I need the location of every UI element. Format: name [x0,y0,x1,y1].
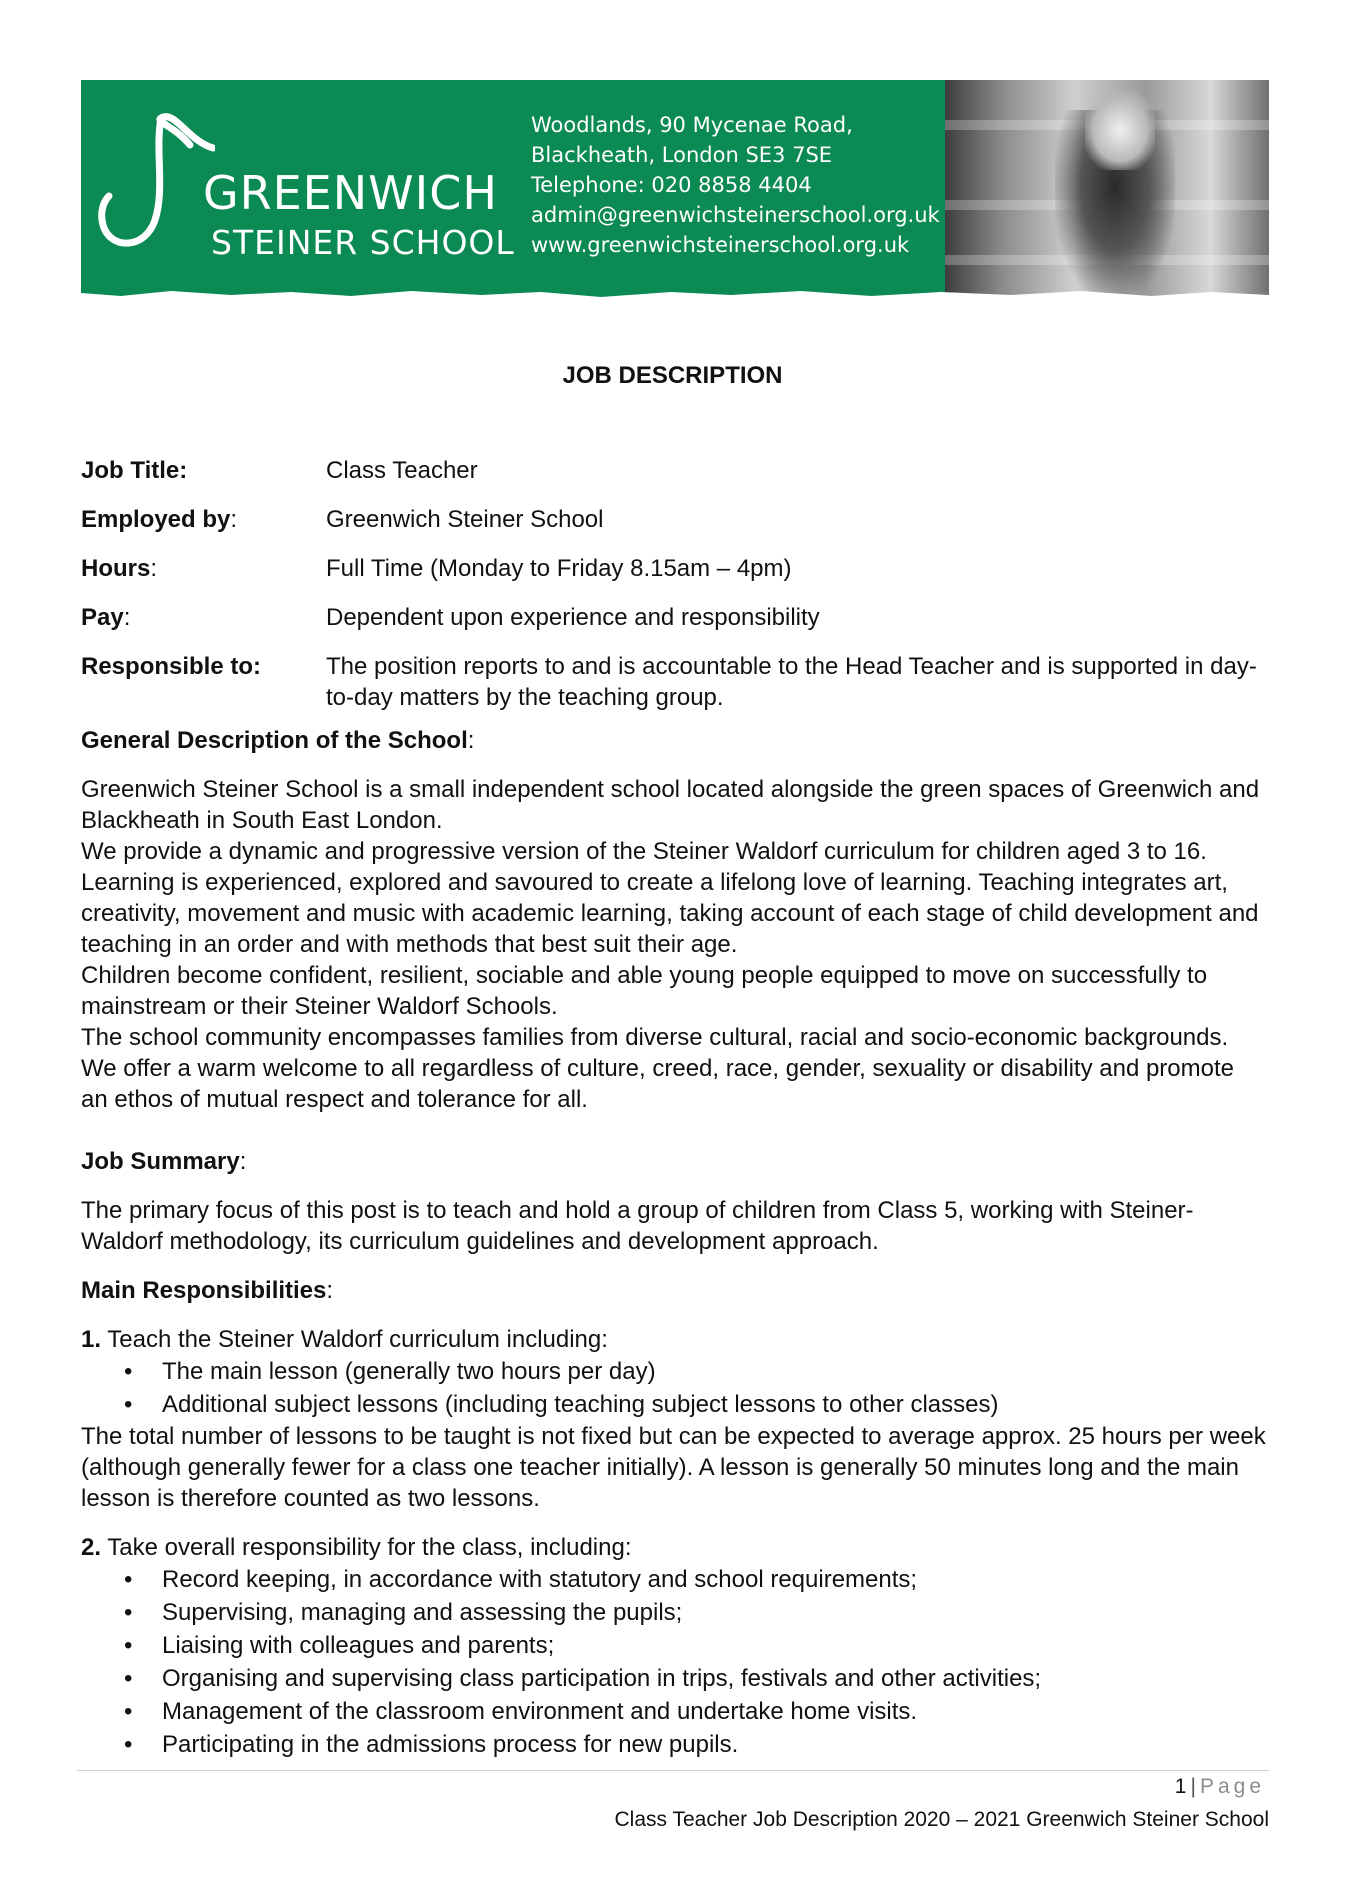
address-line-1: Woodlands, 90 Mycenae Road, [531,113,853,137]
job-summary-text: The primary focus of this post is to teach and hold a group of children from Class 5, working with Steiner-Waldorf methodology, its curriculum guidelines and development approach. [81,1197,1194,1255]
logo-subtitle: STEINER SCHOOL [211,223,515,262]
responsibility-2 [81,1532,1266,1761]
detail-label: Pay: [81,604,131,631]
footer-note: Class Teacher Job Description 2020 – 2021 Greenwich Steiner School [614,1808,1269,1831]
section-heading-responsibilities: Main Responsibilities: [81,1277,334,1304]
detail-row [81,651,1266,713]
list-item: • Record keeping, in accordance with statutory and school requirements; [81,1563,1266,1596]
bullet-list [81,1563,1266,1761]
logo-name: GREENWICH [203,166,498,220]
website-link[interactable]: www.greenwichsteinerschool.org.uk [531,233,910,257]
list-item: • Participating in the admissions process for new pupils. [81,1728,1266,1761]
footer-divider [77,1770,1269,1771]
detail-row [81,455,1266,486]
school-logo [95,110,515,260]
list-item: • Management of the classroom environment and undertake home visits. [81,1695,1266,1728]
torn-edge [81,287,1269,301]
s-swirl-icon [95,110,215,260]
email-link[interactable]: admin@greenwichsteinerschool.org.uk [531,203,940,227]
detail-value: The position reports to and is accountable to the Head Teacher and is supported in day-to-day matters by the teaching group. [326,653,1257,711]
paragraph: The school community encompasses families from diverse cultural, racial and socio-economic backgrounds. We offer a warm welcome to all regardless of culture, creed, race, gender, sexuality or disability and promote an ethos of mutual respect and tolerance for all. [81,1024,1234,1113]
paragraph: Children become confident, resilient, sociable and able young people equipped to move on successfully to mainstream or their Steiner Waldorf Schools. [81,962,1208,1020]
detail-value: Full Time (Monday to Friday 8.15am – 4pm) [326,555,792,582]
letterhead-banner [81,80,1269,300]
document-body [81,455,1266,1779]
general-description [81,774,1266,1115]
header-photo [945,80,1269,300]
detail-value: Dependent upon experience and responsibility [326,604,820,631]
paragraph: Greenwich Steiner School is a small independent school located alongside the green spaces of Greenwich and Blackheath in South East London. [81,776,1260,834]
page-title: JOB DESCRIPTION [562,362,783,389]
detail-label: Employed by: [81,506,238,533]
contact-details [531,110,940,260]
bullet-list [81,1355,1266,1421]
section-heading-summary: Job Summary: [81,1148,247,1175]
detail-row [81,504,1266,535]
list-item: • Additional subject lessons (including teaching subject lessons to other classes) [81,1388,1266,1421]
detail-value: Greenwich Steiner School [326,506,604,533]
responsibility-title: 1. Teach the Steiner Waldorf curriculum including: [81,1326,608,1353]
detail-row [81,553,1266,584]
list-item: • Organising and supervising class participation in trips, festivals and other activities; [81,1662,1266,1695]
list-item: • Liaising with colleagues and parents; [81,1629,1266,1662]
paragraph: We provide a dynamic and progressive version of the Steiner Waldorf curriculum for children aged 3 to 16. Learning is experienced, explored and savoured to create a lifelong love of learning. Teaching integrates art, creativity, movement and music with academic learning, taking account of each stage of child development and teaching in an order and with methods that best suit their age. [81,838,1259,958]
paragraph: The total number of lessons to be taught is not fixed but can be expected to average approx. 25 hours per week (although generally fewer for a class one teacher initially). A lesson is generally 50 minutes long and the main lesson is therefore counted as two lessons. [81,1423,1266,1512]
page-number: 1 | Page [1174,1775,1265,1798]
detail-row [81,602,1266,633]
list-item: • Supervising, managing and assessing the pupils; [81,1596,1266,1629]
responsibility-title: 2. Take overall responsibility for the class, including: [81,1534,632,1561]
detail-label: Responsible to: [81,653,262,680]
telephone: Telephone: 020 8858 4404 [531,173,812,197]
section-heading-general: General Description of the School: [81,727,475,754]
address-line-2: Blackheath, London SE3 7SE [531,143,833,167]
detail-label: Job Title: [81,457,188,484]
detail-label: Hours: [81,555,158,582]
list-item: • The main lesson (generally two hours per day) [81,1355,1266,1388]
detail-value: Class Teacher [326,457,478,484]
responsibility-1 [81,1324,1266,1514]
